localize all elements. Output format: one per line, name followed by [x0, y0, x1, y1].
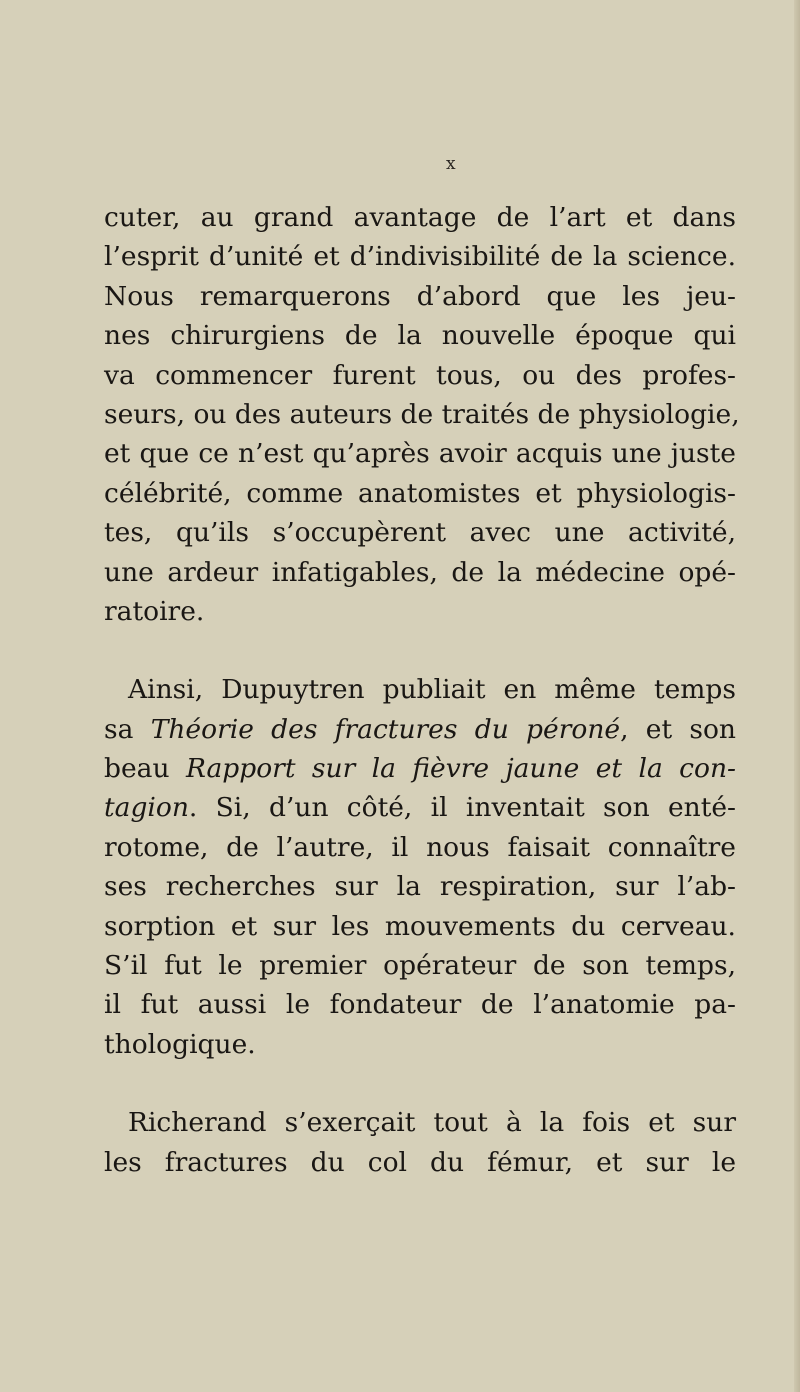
page-number: x	[446, 154, 456, 174]
paragraph-3	[104, 1103, 736, 1182]
text-line: tagion. Si, d’un côté, il inventait son enté-	[104, 792, 736, 824]
text-line: sa Théorie des fractures du péroné, et son	[104, 713, 737, 745]
text-line: Nous remarquerons d’abord que les jeu-	[104, 280, 736, 312]
text-line: sorption et sur les mouvements du cerveau.	[104, 910, 736, 942]
paragraph-2	[104, 670, 736, 1064]
text-line: nes chirurgiens de la nouvelle époque qui	[104, 320, 736, 352]
text-line: beau Rapport sur la fièvre jaune et la con-	[104, 753, 736, 785]
text-line: les fractures du col du fémur, et sur le	[104, 1146, 736, 1178]
text-line: Richerand s’exerçait tout à la fois et sur	[128, 1107, 736, 1139]
book-title-rapport-end: tagion	[104, 792, 189, 824]
text-line: ratoire.	[104, 595, 205, 627]
text-line: tes, qu’ils s’occupèrent avec une activité,	[104, 517, 736, 549]
book-title-theorie: Théorie des fractures du péroné	[150, 713, 621, 745]
text-line: seurs, ou des auteurs de traités de physiologie,	[104, 398, 740, 430]
paragraph-1	[104, 198, 740, 631]
text-line: et que ce n’est qu’après avoir acquis une juste	[104, 438, 736, 470]
page-edge	[794, 0, 800, 1392]
text-line: rotome, de l’autre, il nous faisait connaître	[104, 831, 736, 863]
text-line: ses recherches sur la respiration, sur l’ab-	[104, 871, 736, 903]
book-title-rapport: Rapport sur la fièvre jaune et la con-	[185, 753, 736, 785]
text-line: va commencer furent tous, ou des profes-	[104, 359, 736, 391]
text-line: l’esprit d’unité et d’indivisibilité de la science.	[104, 241, 736, 273]
text-line: S’il fut le premier opérateur de son temps,	[104, 950, 736, 982]
text-line: Ainsi, Dupuytren publiait en même temps	[128, 674, 736, 706]
text-line: thologique.	[104, 1028, 256, 1060]
text-line: il fut aussi le fondateur de l’anatomie pa-	[104, 989, 736, 1021]
body-text	[104, 198, 740, 1182]
text-line: cuter, au grand avantage de l’art et dans	[104, 202, 736, 233]
text-line: une ardeur infatigables, de la médecine opé-	[104, 556, 736, 588]
text-line: célébrité, comme anatomistes et physiologis-	[104, 477, 736, 509]
